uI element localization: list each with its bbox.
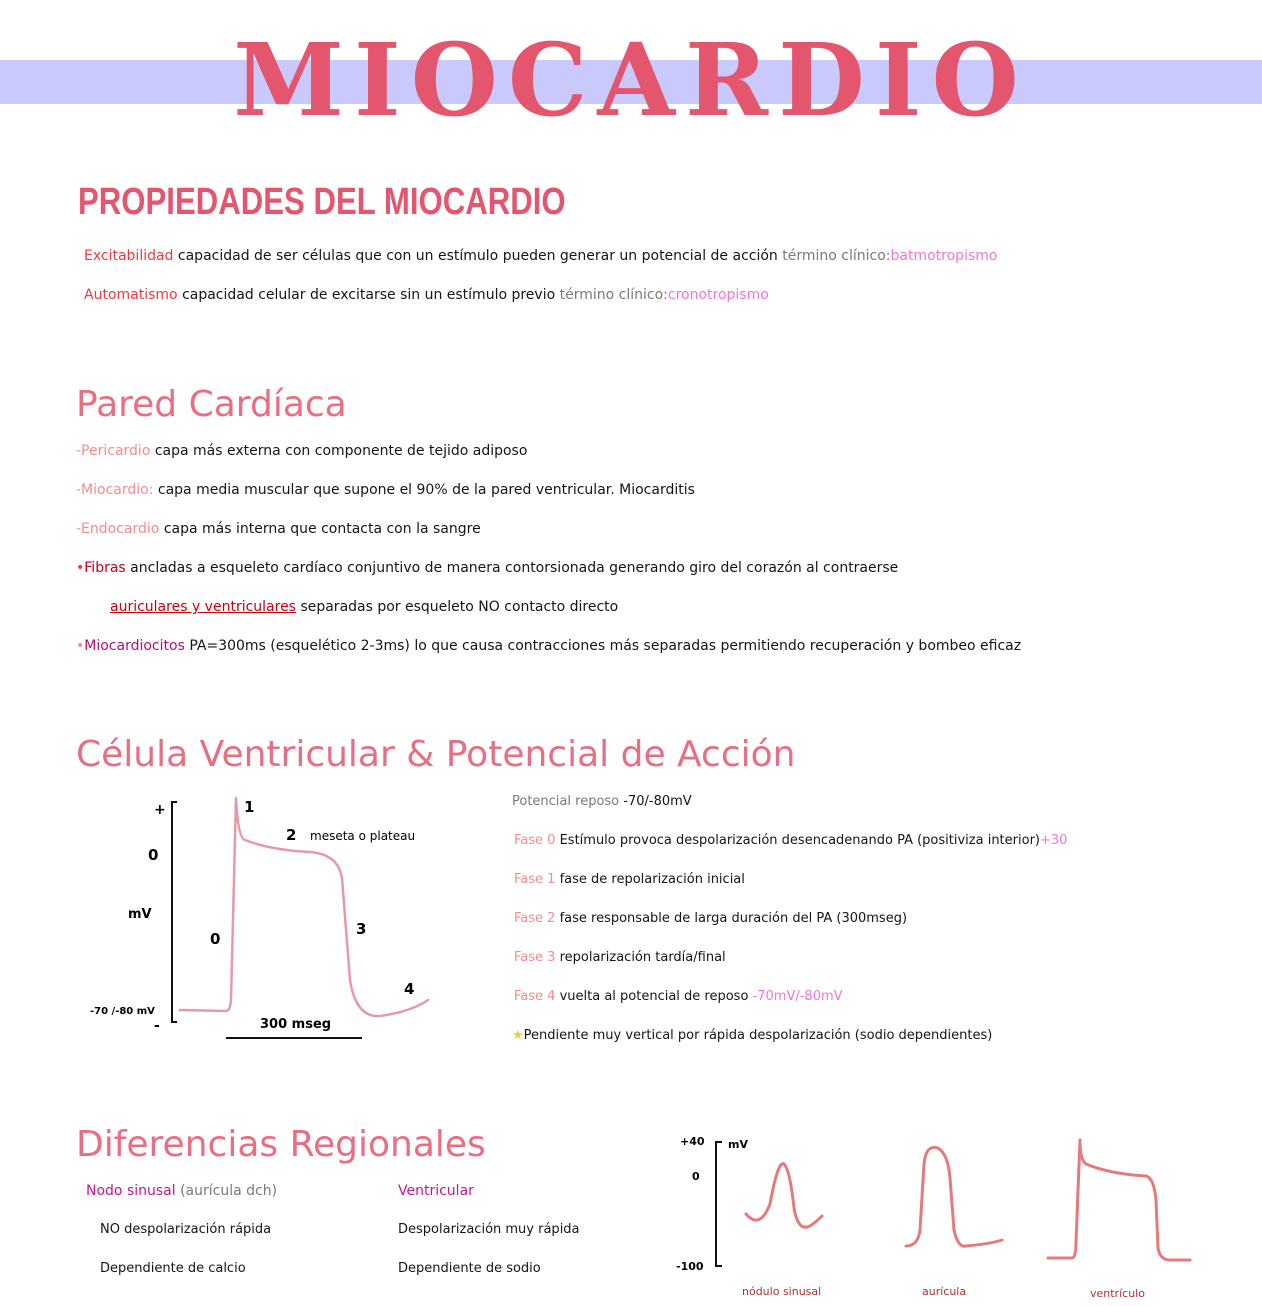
label-sinus-node: nódulo sinusal: [742, 1285, 822, 1298]
phase-note-3: [514, 948, 726, 968]
wall-text: capa media muscular que supone el 90% de la pared ventricular. Miocarditis: [157, 482, 695, 498]
wall-term: auriculares y ventriculares: [110, 599, 296, 615]
sinus-node-curve: [746, 1164, 822, 1228]
wall-row-myocytes: [76, 636, 1021, 656]
property-text: capacidad celular de excitarse sin un estímulo previo: [182, 287, 556, 303]
wall-text: separadas por esqueleto NO contacto directo: [300, 599, 619, 615]
regional-comparison-diagram: [670, 1130, 1210, 1300]
phase-0-label: 0: [210, 930, 221, 948]
clinical-value: cronotropismo: [667, 287, 769, 303]
phase-note-1: [514, 870, 745, 890]
wall-row-myocardium: [76, 480, 695, 500]
phase-note-4: [514, 987, 843, 1007]
star-text: Pendiente muy vertical por rápida despolarización (sodio dependientes): [523, 1028, 993, 1043]
action-potential-heading: Célula Ventricular & Potencial de Acción: [76, 734, 796, 775]
phase-text: fase de repolarización inicial: [559, 872, 745, 887]
mv-label: mV: [128, 907, 152, 922]
wall-text: capa más interna que contacta con la sangre: [163, 521, 481, 537]
sinus-title: Nodo sinusal: [86, 1183, 176, 1199]
rest-label: -70 /-80 mV: [90, 1006, 155, 1017]
ventricle-curve: [1048, 1140, 1190, 1260]
property-row-excitability: [84, 246, 997, 266]
phase-text: repolarización tardía/final: [559, 950, 726, 965]
wall-text: ancladas a esqueleto cardíaco conjuntivo de manera contorsionada generando giro del corazón al contraerse: [130, 560, 899, 576]
ventricular-title: Ventricular: [398, 1183, 474, 1199]
clinical-value: batmotropismo: [890, 248, 998, 264]
clinical-label: término clínico:: [559, 287, 668, 303]
regional-y-axis: [716, 1142, 722, 1266]
y-zero-label: 0: [692, 1170, 700, 1183]
rest-label: Potencial reposo: [512, 794, 620, 809]
label-ventricle: ventrículo: [1090, 1287, 1145, 1300]
properties-heading: PROPIEDADES DEL MIOCARDIO: [78, 181, 566, 223]
phase-label: Fase 0: [514, 833, 556, 848]
duration-label: 300 mseg: [260, 1017, 332, 1032]
property-text: capacidad de ser células que con un estímulo pueden generar un potencial de acción: [177, 248, 778, 264]
star-icon: ★: [512, 1028, 524, 1043]
ventricular-line-1: Despolarización muy rápida: [398, 1222, 580, 1237]
wall-heading: Pared Cardíaca: [76, 384, 347, 425]
star-note: [512, 1026, 992, 1046]
sinus-line-2: Dependiente de calcio: [100, 1261, 246, 1276]
action-potential-diagram: [80, 790, 480, 1050]
wall-term: -Pericardio: [76, 443, 151, 459]
phase-text: fase responsable de larga duración del PA (300mseg): [559, 911, 908, 926]
wall-row-pericardium: [76, 441, 527, 461]
y-bottom-label: -100: [676, 1260, 704, 1273]
clinical-label: término clínico:: [782, 248, 891, 264]
wall-term: Miocardiocitos: [84, 638, 185, 654]
wall-term: Fibras: [84, 560, 126, 576]
phase-text: Estímulo provoca despolarización desencadenando PA (positiviza interior): [559, 833, 1040, 848]
plus-label: +: [154, 802, 166, 818]
phase-note-0: [514, 831, 1067, 851]
wall-row-endocardium: [76, 519, 481, 539]
phase-2-label: 2: [286, 826, 297, 844]
wall-term: -Endocardio: [76, 521, 160, 537]
y-unit-label: mV: [728, 1138, 748, 1151]
property-term: Excitabilidad: [84, 248, 174, 264]
rest-value: -70/-80mV: [623, 794, 692, 809]
phase-label: Fase 3: [514, 950, 556, 965]
zero-label: 0: [148, 846, 159, 864]
atrium-curve: [906, 1147, 1002, 1246]
wall-text: PA=300ms (esquelético 2-3ms) lo que causa contracciones más separadas permitiendo recuperación y bombeo eficaz: [189, 638, 1022, 654]
y-axis: [172, 802, 177, 1022]
property-row-automatism: [84, 285, 769, 305]
resting-potential-note: [512, 792, 692, 812]
phase-text: vuelta al potencial de reposo: [559, 989, 749, 1004]
phase-note-2: [514, 909, 907, 929]
sinus-line-1: NO despolarización rápida: [100, 1222, 272, 1237]
wall-term: -Miocardio:: [76, 482, 154, 498]
wall-row-fibers: [76, 558, 898, 578]
bullet: •: [76, 638, 85, 654]
sinus-title-row: [86, 1181, 277, 1201]
wall-row-fibers-sub: [110, 597, 618, 617]
phase-4-label: 4: [404, 980, 415, 998]
ventricular-line-2: Dependiente de sodio: [398, 1261, 541, 1276]
phase-extra: +30: [1039, 833, 1068, 848]
phase-label: Fase 4: [514, 989, 556, 1004]
page-title: MIOCARDIO: [233, 21, 1029, 139]
wall-text: capa más externa con componente de tejido adiposo: [154, 443, 528, 459]
phase-label: Fase 2: [514, 911, 556, 926]
sinus-subtitle: (aurícula dch): [180, 1183, 278, 1199]
plateau-label: meseta o plateau: [310, 829, 416, 843]
label-atrium: aurícula: [922, 1285, 967, 1298]
property-term: Automatismo: [84, 287, 178, 303]
regional-heading: Diferencias Regionales: [76, 1124, 486, 1165]
bullet: •: [76, 560, 85, 576]
phase-extra: -70mV/-80mV: [752, 989, 843, 1004]
phase-label: Fase 1: [514, 872, 556, 887]
phase-3-label: 3: [356, 920, 367, 938]
phase-1-label: 1: [244, 798, 255, 816]
y-top-label: +40: [680, 1135, 705, 1148]
minus-label: -: [154, 1018, 160, 1034]
